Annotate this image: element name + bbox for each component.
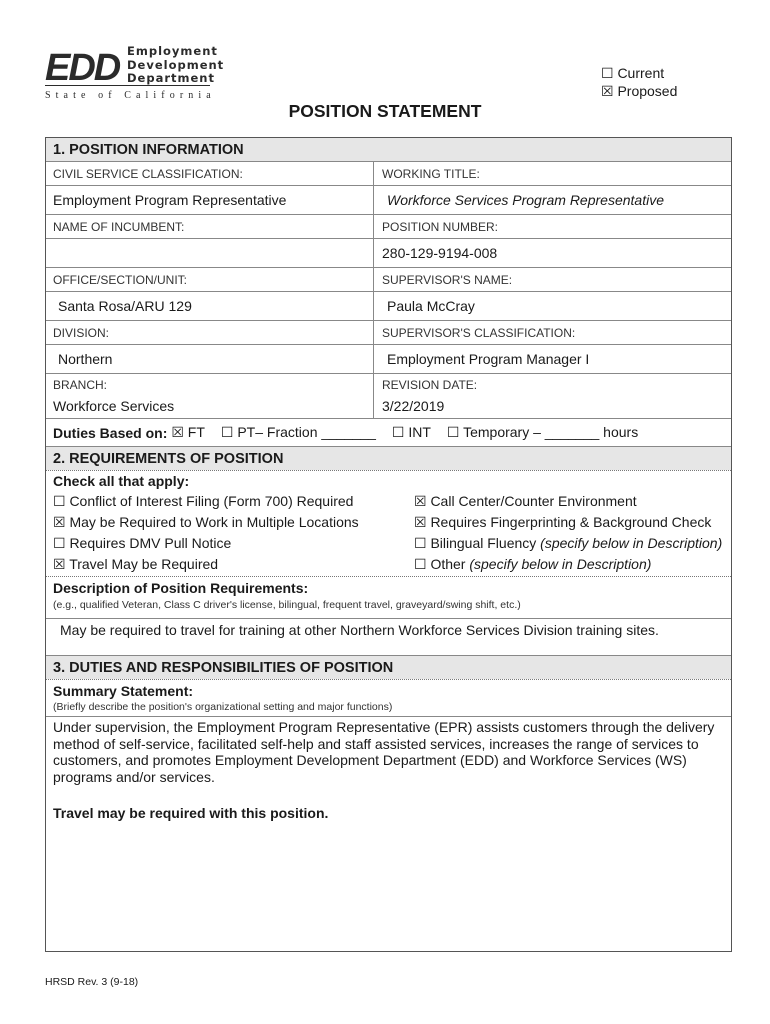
supervisor-class-field[interactable]: Employment Program Manager I (387, 351, 590, 367)
temporary-checkbox[interactable]: ☐ Temporary – _______ hours (446, 424, 639, 440)
division-field[interactable]: Northern (46, 345, 374, 373)
row-division-values (46, 344, 731, 373)
form-revision-footer: HRSD Rev. 3 (9-18) (45, 976, 139, 988)
row-classification-values (46, 185, 731, 214)
page-title: POSITION STATEMENT (288, 101, 482, 121)
position-number-label: POSITION NUMBER: (382, 219, 499, 234)
edd-logo (45, 44, 225, 105)
summary-hint: (Briefly describe the position's organizational setting and major functions) (53, 701, 393, 713)
division-label: DIVISION: (46, 321, 374, 344)
bilingual-note: (specify below in Description) (540, 535, 723, 551)
requirements-checklist (46, 470, 731, 576)
other-note: (specify below in Description) (469, 556, 652, 572)
summary-label: Summary Statement: (53, 683, 194, 699)
section-1-header: 1. POSITION INFORMATION (46, 138, 731, 161)
description-label: Description of Position Requirements: (53, 580, 309, 596)
travel-required-checkbox[interactable]: ☒ Travel May be Required (53, 556, 219, 572)
description-hint: (e.g., qualified Veteran, Class C driver's license, bilingual, frequent travel, graveyard/swing shift, etc.) (53, 599, 521, 611)
branch-label: BRANCH: (53, 378, 108, 392)
logo-rule (45, 85, 210, 86)
office-label: OFFICE/SECTION/UNIT: (46, 268, 374, 291)
fingerprinting-checkbox[interactable]: ☒ Requires Fingerprinting & Background Check (414, 514, 712, 530)
supervisor-class-label: SUPERVISOR'S CLASSIFICATION: (382, 325, 576, 340)
supervisor-name-field[interactable]: Paula McCray (387, 298, 475, 314)
row-incumbent-values (46, 238, 731, 267)
bilingual-checkbox[interactable] (414, 533, 722, 554)
description-header (46, 576, 731, 618)
position-statement-form (45, 137, 732, 952)
logo-line-1: Employment (127, 44, 218, 58)
check-all-label: Check all that apply: (53, 473, 190, 489)
call-center-checkbox[interactable]: ☒ Call Center/Counter Environment (414, 493, 637, 509)
other-label: ☐ Other (414, 556, 470, 572)
summary-field[interactable] (46, 716, 731, 951)
civil-service-label: CIVIL SERVICE CLASSIFICATION: (46, 162, 374, 185)
bilingual-label: ☐ Bilingual Fluency (414, 535, 541, 551)
row-office-labels (46, 267, 731, 291)
proposed-checkbox[interactable]: ☒ Proposed (601, 83, 678, 99)
description-field[interactable]: May be required to travel for training at other Northern Workforce Services Division training sites. (46, 618, 731, 655)
logo-abbrev: EDD (45, 47, 120, 89)
row-branch (46, 373, 731, 418)
position-number-field[interactable]: 280-129-9194-008 (382, 245, 498, 261)
current-checkbox[interactable]: ☐ Current (601, 65, 665, 81)
summary-text: Under supervision, the Employment Program Representative (EPR) assists customers through the delivery method of self-service, facilitated self-help and staff assisted services, increases the range of services to customers, and promotes Employment Development Department (EDD) and Workforce Services (WS) programs and/or services. (53, 719, 715, 785)
working-title-label: WORKING TITLE: (382, 166, 480, 181)
int-checkbox[interactable]: ☐ INT (391, 424, 431, 440)
travel-note: Travel may be required with this position. (53, 805, 329, 821)
duties-based-on-row (46, 418, 731, 446)
incumbent-label: NAME OF INCUMBENT: (46, 215, 374, 238)
revision-cell (375, 374, 731, 418)
other-checkbox[interactable] (414, 554, 651, 575)
duties-label: Duties Based on: (53, 424, 168, 441)
logo-line-2: Development (127, 57, 225, 72)
ft-checkbox[interactable]: ☒ FT (171, 424, 205, 440)
supervisor-name-label: SUPERVISOR'S NAME: (382, 272, 513, 287)
revision-label: REVISION DATE: (382, 378, 478, 392)
row-classification-labels (46, 161, 731, 185)
logo-line-3: Department (127, 71, 215, 85)
civil-service-field[interactable]: Employment Program Representative (46, 186, 374, 214)
row-division-labels (46, 320, 731, 344)
pt-checkbox[interactable]: ☐ PT– Fraction _______ (220, 424, 376, 440)
section-3-header: 3. DUTIES AND RESPONSIBILITIES OF POSITION (46, 655, 731, 679)
branch-field[interactable]: Workforce Services (53, 398, 175, 414)
office-field[interactable]: Santa Rosa/ARU 129 (46, 292, 374, 320)
logo-state: State of California (45, 90, 216, 101)
conflict-of-interest-checkbox[interactable]: ☐ Conflict of Interest Filing (Form 700) Required (53, 493, 354, 509)
section-2-header: 2. REQUIREMENTS OF POSITION (46, 446, 731, 470)
branch-cell (46, 374, 374, 418)
multiple-locations-checkbox[interactable]: ☒ May be Required to Work in Multiple Locations (53, 514, 359, 530)
incumbent-field[interactable] (46, 239, 374, 267)
summary-header (46, 679, 731, 716)
row-incumbent-labels (46, 214, 731, 238)
logo-department-name (127, 45, 224, 86)
statement-status (601, 64, 677, 100)
revision-date-field[interactable]: 3/22/2019 (382, 398, 445, 414)
row-office-values (46, 291, 731, 320)
dmv-pull-notice-checkbox[interactable]: ☐ Requires DMV Pull Notice (53, 535, 232, 551)
working-title-field[interactable]: Workforce Services Program Representative (387, 192, 664, 208)
